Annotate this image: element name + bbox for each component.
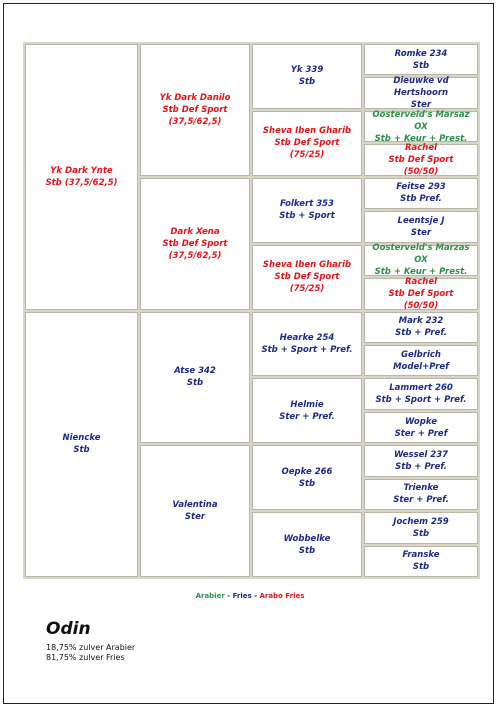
great-grandparent-cell	[252, 378, 362, 443]
great-great-grandparent-cell	[364, 345, 478, 376]
great-great-grandparent-name: Franske Stb	[402, 550, 440, 573]
grandparent-name: Atse 342 Stb	[174, 366, 216, 389]
great-great-grandparent-name: Feitse 293 Stb Pref.	[396, 182, 446, 205]
great-great-grandparent-name: Wopke Ster + Pref	[394, 416, 448, 439]
legend-arabo-fries: Arabo Fries	[259, 592, 305, 600]
great-grandparent-name: Yk 339 Stb	[290, 65, 324, 88]
great-great-grandparent-cell	[364, 479, 478, 510]
horse-name: Odin	[46, 619, 91, 639]
great-great-grandparent-name: Trienke Ster + Pref.	[393, 483, 449, 506]
great-great-grandparent-cell	[364, 245, 478, 276]
percentage-arabier: 18,75% zulver Arabier	[46, 643, 136, 652]
great-great-grandparent-cell	[364, 378, 478, 409]
great-grandparent-name: Hearke 254 Stb + Sport + Pref.	[261, 332, 353, 355]
great-great-grandparent-cell	[364, 76, 478, 111]
sire-dam-cell	[25, 312, 138, 578]
grandparent-cell	[140, 312, 250, 444]
great-great-grandparent-cell	[364, 445, 478, 476]
great-grandparent-name: Helmie Ster + Pref.	[279, 399, 335, 422]
great-grandparent-cell	[252, 445, 362, 510]
grandparent-cell	[140, 445, 250, 577]
legend-separator: -	[224, 592, 233, 600]
great-grandparent-cell	[252, 111, 362, 176]
pedigree-chart	[23, 42, 480, 579]
sire-dam-cell	[25, 44, 138, 310]
great-great-grandparent-cell	[364, 546, 478, 577]
great-great-grandparent-name: Romke 234 Stb	[394, 48, 448, 71]
great-great-grandparent-cell	[364, 111, 478, 142]
great-grandparent-cell	[252, 312, 362, 377]
legend-arabier: Arabier	[195, 592, 225, 600]
great-grandparent-cell	[252, 178, 362, 243]
legend-fries: Fries	[232, 592, 252, 600]
sire-dam-name: Yk Dark Ynte Stb (37,5/62,5)	[45, 165, 118, 188]
great-great-grandparent-name: Wessel 237 Stb + Pref.	[393, 449, 449, 472]
great-grandparent-cell	[252, 512, 362, 577]
great-great-grandparent-cell	[364, 211, 478, 242]
great-great-grandparent-name: Dieuwke vd Hertshoorn Ster	[393, 76, 449, 111]
great-grandparent-cell	[252, 245, 362, 310]
great-great-grandparent-name: Mark 232 Stb + Pref.	[395, 316, 447, 339]
grandparent-cell	[140, 178, 250, 310]
great-great-grandparent-cell	[364, 412, 478, 443]
great-great-grandparent-cell	[364, 278, 478, 309]
great-great-grandparent-cell	[364, 44, 478, 75]
great-great-grandparent-name: Jochem 259 Stb	[393, 516, 449, 539]
grandparent-cell	[140, 44, 250, 176]
great-grandparent-name: Oepke 266 Stb	[281, 466, 333, 489]
great-great-grandparent-cell	[364, 143, 478, 178]
great-grandparent-cell	[252, 44, 362, 109]
great-great-grandparent-name: Leentsje J Ster	[397, 215, 445, 238]
grandparent-name: Valentina Ster	[172, 500, 218, 523]
legend-separator: -	[251, 592, 260, 600]
grandparent-name: Yk Dark Danilo Stb Def Sport (37,5/62,5)	[159, 92, 231, 127]
great-grandparent-name: Sheva Iben Gharib Stb Def Sport (75/25)	[262, 126, 352, 161]
great-grandparent-name: Folkert 353 Stb + Sport	[279, 199, 335, 222]
great-great-grandparent-cell	[364, 312, 478, 343]
sire-dam-name: Niencke Stb	[62, 433, 101, 456]
grandparent-name: Dark Xena Stb Def Sport (37,5/62,5)	[162, 226, 228, 261]
great-great-grandparent-name: Oosterveld's Marsaz OX Stb + Keur + Prest.	[372, 109, 470, 144]
great-great-grandparent-cell	[364, 178, 478, 209]
great-grandparent-name: Sheva Iben Gharib Stb Def Sport (75/25)	[262, 260, 352, 295]
great-grandparent-name: Wobbelke Stb	[283, 533, 331, 556]
great-great-grandparent-name: Rachel Stb Def Sport (50/50)	[388, 276, 454, 311]
great-great-grandparent-name: Lammert 260 Stb + Sport + Pref.	[375, 383, 467, 406]
percentage-fries: 81,75% zulver Fries	[46, 653, 125, 662]
great-great-grandparent-name: Gelbrich Model+Pref	[393, 349, 449, 372]
great-great-grandparent-name: Rachel Stb Def Sport (50/50)	[388, 143, 454, 178]
great-great-grandparent-name: Oosterveld's Marzas OX Stb + Keur + Prest.	[372, 243, 470, 278]
great-great-grandparent-cell	[364, 512, 478, 543]
color-legend	[0, 592, 500, 600]
